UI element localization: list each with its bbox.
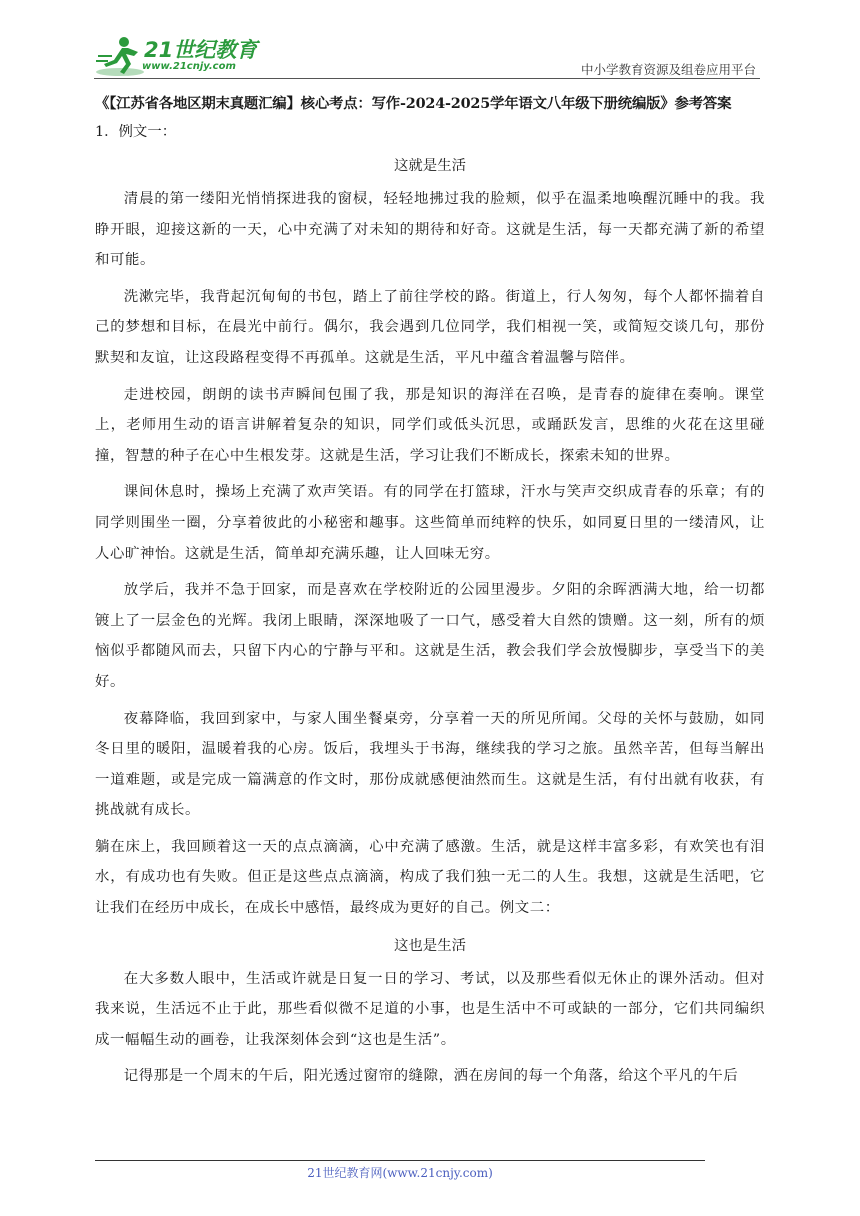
essay1-closing-paragraph: 躺在床上，我回顾着这一天的点点滴滴，心中充满了感激。生活，就是这样丰富多彩，有欢笑也有泪水，有成功也有失败。但正是这些点点滴滴，构成了我们独一无二的人生。我想，这就是生活吧，它让我们在经历中成长，在成长中感悟，最终成为更好的自己。例文二：: [95, 838, 765, 917]
essay2-paragraph: 在大多数人眼中，生活或许就是日复一日的学习、考试，以及那些看似无休止的课外活动。但对我来说，生活远不止于此，那些看似微不足道的小事，也是生活中不可或缺的一部分，它们共同编织成一幅幅生动的画卷，让我深刻体会到“这也是生活”。: [95, 970, 765, 1048]
site-logo: [94, 34, 264, 78]
logo-wordmark: 21世纪教育: [144, 38, 258, 62]
essay1-paragraph: 走进校园，朗朗的读书声瞬间包围了我，那是知识的海洋在召唤，是青春的旋律在奏响。课堂上，老师用生动的语言讲解着复杂的知识，同学们或低头沉思，或踊跃发言，思维的火花在这里碰撞，智慧的种子在心中生根发芽。这就是生活，学习让我们不断成长，探索未知的世界。: [95, 386, 765, 464]
essay1-paragraph: 洗漱完毕，我背起沉甸甸的书包，踏上了前往学校的路。街道上，行人匆匆，每个人都怀揣着自己的梦想和目标，在晨光中前行。偶尔，我会遇到几位同学，我们相视一笑，或简短交谈几句，那份默契和友谊，让这段路程变得不再孤单。这就是生活，平凡中蕴含着温馨与陪伴。: [95, 288, 765, 366]
header-divider: [94, 78, 760, 79]
essay1-paragraph: 放学后，我并不急于回家，而是喜欢在学校附近的公园里漫步。夕阳的余晖洒满大地，给一切都镀上了一层金色的光辉。我闭上眼睛，深深地吸了一口气，感受着大自然的馈赠。这一刻，所有的烦恼似乎都随风而去，只留下内心的宁静与平和。这就是生活，教会我们学会放慢脚步，享受当下的美好。: [95, 582, 765, 690]
footer-divider: [95, 1160, 705, 1161]
logo-url: www.21cnjy.com: [142, 61, 236, 72]
document-body: [95, 92, 765, 1098]
item-label: 1．例文一：: [95, 124, 177, 140]
essay1-paragraph: 课间休息时，操场上充满了欢声笑语。有的同学在打篮球，汗水与笑声交织成青春的乐章；有的同学则围坐一圈，分享着彼此的小秘密和趣事。这些简单而纯粹的快乐，如同夏日里的一缕清风，让人心旷神怡。这就是生活，简单却充满乐趣，让人回味无穷。: [95, 484, 765, 562]
platform-tagline: 中小学教育资源及组卷应用平台: [580, 62, 756, 77]
footer-link[interactable]: 21世纪教育网(www.21cnjy.com): [307, 1166, 493, 1180]
essay2-title: 这也是生活: [394, 937, 466, 954]
page-header: [0, 0, 860, 84]
essay1-title: 这就是生活: [394, 158, 466, 174]
runner-logo-icon: [94, 34, 146, 78]
document-title: 《【江苏省各地区期末真题汇编】核心考点：写作-2024-2025学年语文八年级下册统编版》参考答案: [95, 95, 732, 112]
essay1-paragraph: 夜幕降临，我回到家中，与家人围坐餐桌旁，分享着一天的所见所闻。父母的关怀与鼓励，如同冬日里的暖阳，温暖着我的心房。饭后，我埋头于书海，继续我的学习之旅。虽然辛苦，但每当解出一道难题，或是完成一篇满意的作文时，那份成就感便油然而生。这就是生活，有付出就有收获，有挑战就有成长。: [95, 710, 765, 819]
essay2-paragraph: 记得那是一个周末的午后，阳光透过窗帘的缝隙，洒在房间的每一个角落，给这个平凡的午后: [123, 1068, 739, 1085]
essay1-paragraph: 清晨的第一缕阳光悄悄探进我的窗棂，轻轻地拂过我的脸颊，似乎在温柔地唤醒沉睡中的我。我睁开眼，迎接这新的一天，心中充满了对未知的期待和好奇。这就是生活，每一天都充满了新的希望和可能。: [95, 191, 765, 269]
